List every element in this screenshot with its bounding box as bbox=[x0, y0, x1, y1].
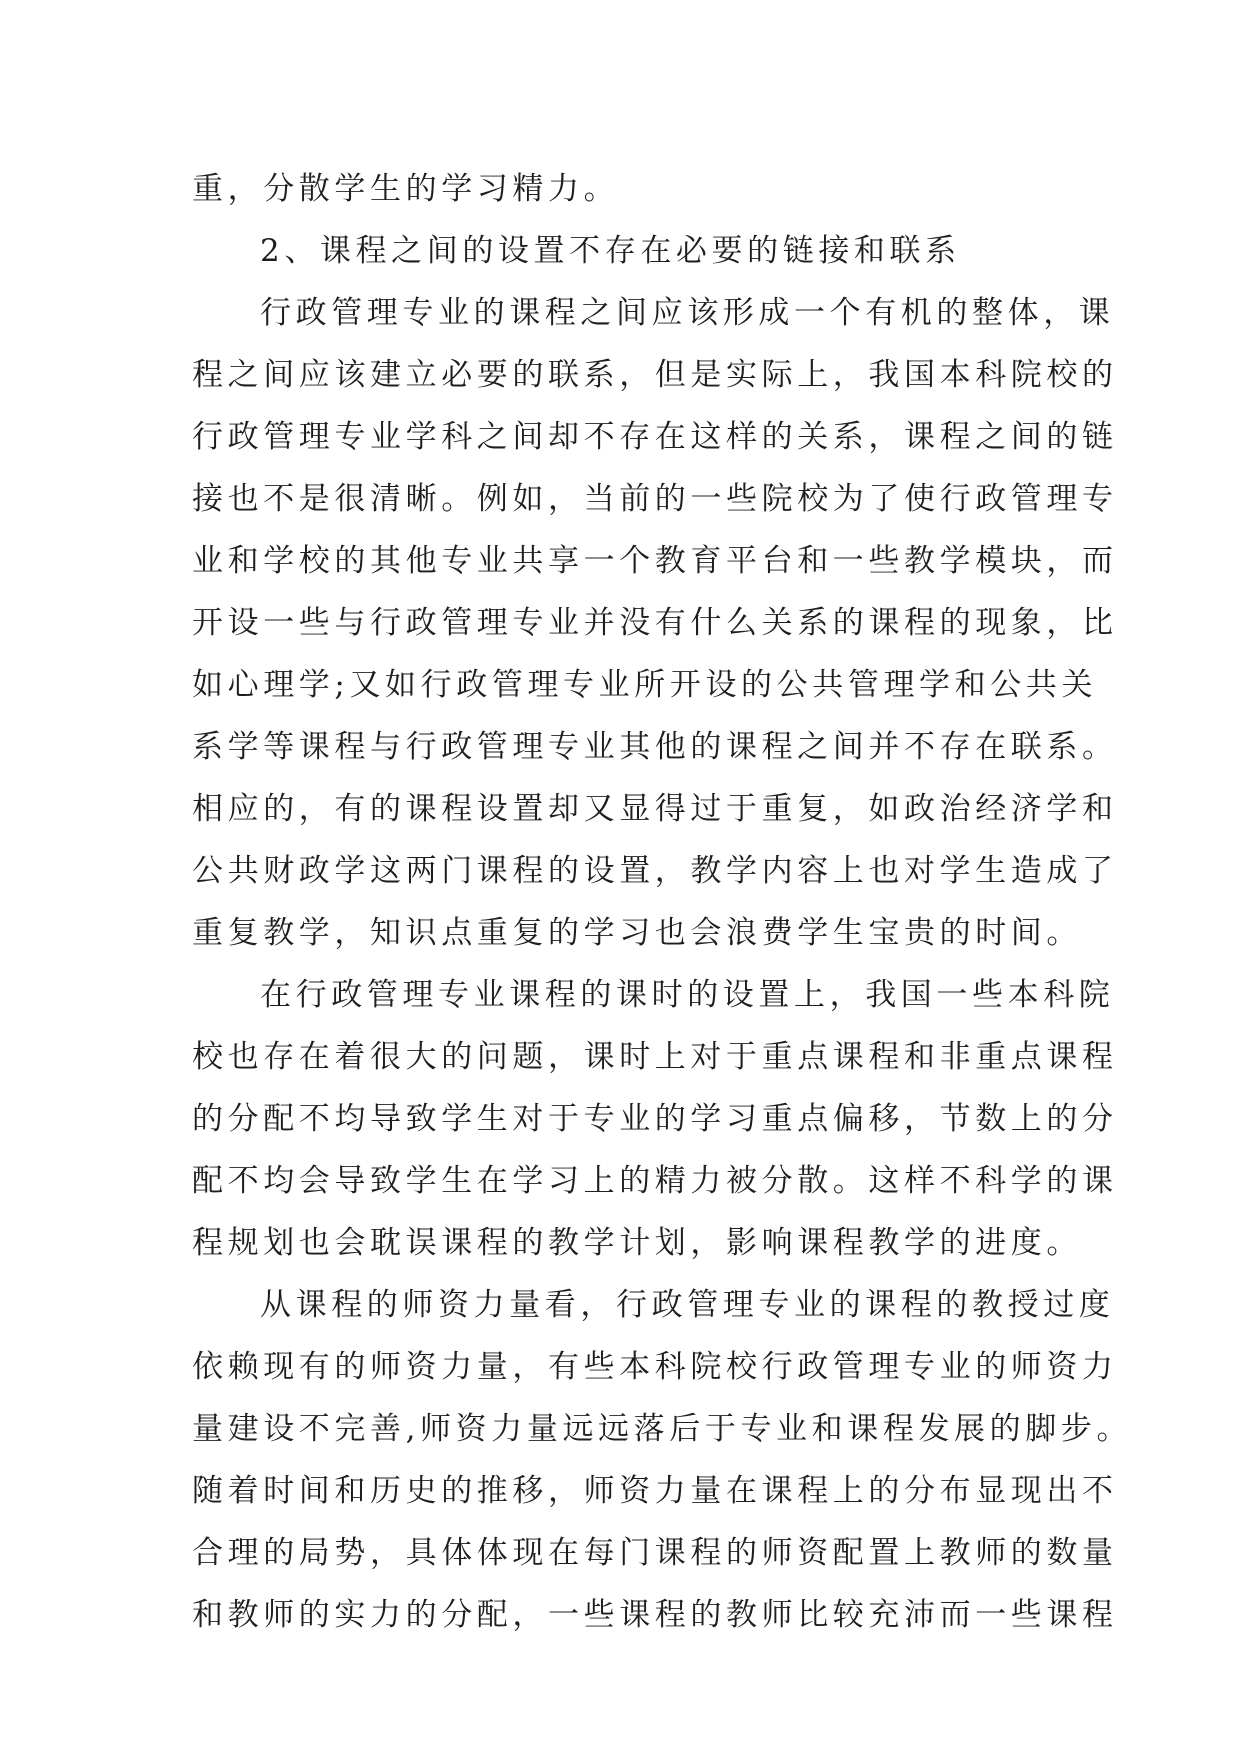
text-line: 接也不是很清晰。例如，当前的一些院校为了使行政管理专 bbox=[192, 481, 1118, 517]
text-line: 量建设不完善,师资力量远远落后于专业和课程发展的脚步。 bbox=[192, 1411, 1133, 1447]
text-line: 的分配不均导致学生对于专业的学习重点偏移，节数上的分 bbox=[192, 1101, 1118, 1137]
text-line: 校也存在着很大的问题，课时上对于重点课程和非重点课程 bbox=[192, 1039, 1118, 1075]
text-line: 配不均会导致学生在学习上的精力被分散。这样不科学的课 bbox=[192, 1163, 1118, 1199]
text-line: 如心理学;又如行政管理专业所开设的公共管理学和公共关 bbox=[192, 667, 1098, 703]
text-line: 业和学校的其他专业共享一个教育平台和一些教学模块，而 bbox=[192, 543, 1118, 579]
text-line: 公共财政学这两门课程的设置，教学内容上也对学生造成了 bbox=[192, 853, 1118, 889]
section-heading: 2、课程之间的设置不存在必要的链接和联系 bbox=[260, 233, 961, 269]
text-line: 依赖现有的师资力量，有些本科院校行政管理专业的师资力 bbox=[192, 1349, 1118, 1385]
text-line: 重，分散学生的学习精力。 bbox=[192, 171, 620, 207]
text-line: 系学等课程与行政管理专业其他的课程之间并不存在联系。 bbox=[192, 729, 1118, 765]
paragraph-first-line: 从课程的师资力量看，行政管理专业的课程的教授过度 bbox=[260, 1287, 1115, 1323]
text-line: 程之间应该建立必要的联系，但是实际上，我国本科院校的 bbox=[192, 357, 1118, 393]
text-line: 相应的，有的课程设置却又显得过于重复，如政治经济学和 bbox=[192, 791, 1118, 827]
paragraph-first-line: 行政管理专业的课程之间应该形成一个有机的整体，课 bbox=[260, 295, 1115, 331]
paragraph-first-line: 在行政管理专业课程的课时的设置上，我国一些本科院 bbox=[260, 977, 1115, 1013]
text-line: 随着时间和历史的推移，师资力量在课程上的分布显现出不 bbox=[192, 1473, 1118, 1509]
text-line: 合理的局势，具体体现在每门课程的师资配置上教师的数量 bbox=[192, 1535, 1118, 1571]
text-line: 程规划也会耽误课程的教学计划，影响课程教学的进度。 bbox=[192, 1225, 1082, 1261]
body-text bbox=[192, 158, 1133, 1646]
text-line: 开设一些与行政管理专业并没有什么关系的课程的现象，比 bbox=[192, 605, 1118, 641]
text-line: 和教师的实力的分配，一些课程的教师比较充沛而一些课程 bbox=[192, 1597, 1118, 1633]
text-line: 行政管理专业学科之间却不存在这样的关系，课程之间的链 bbox=[192, 419, 1118, 455]
text-line: 重复教学，知识点重复的学习也会浪费学生宝贵的时间。 bbox=[192, 915, 1082, 951]
